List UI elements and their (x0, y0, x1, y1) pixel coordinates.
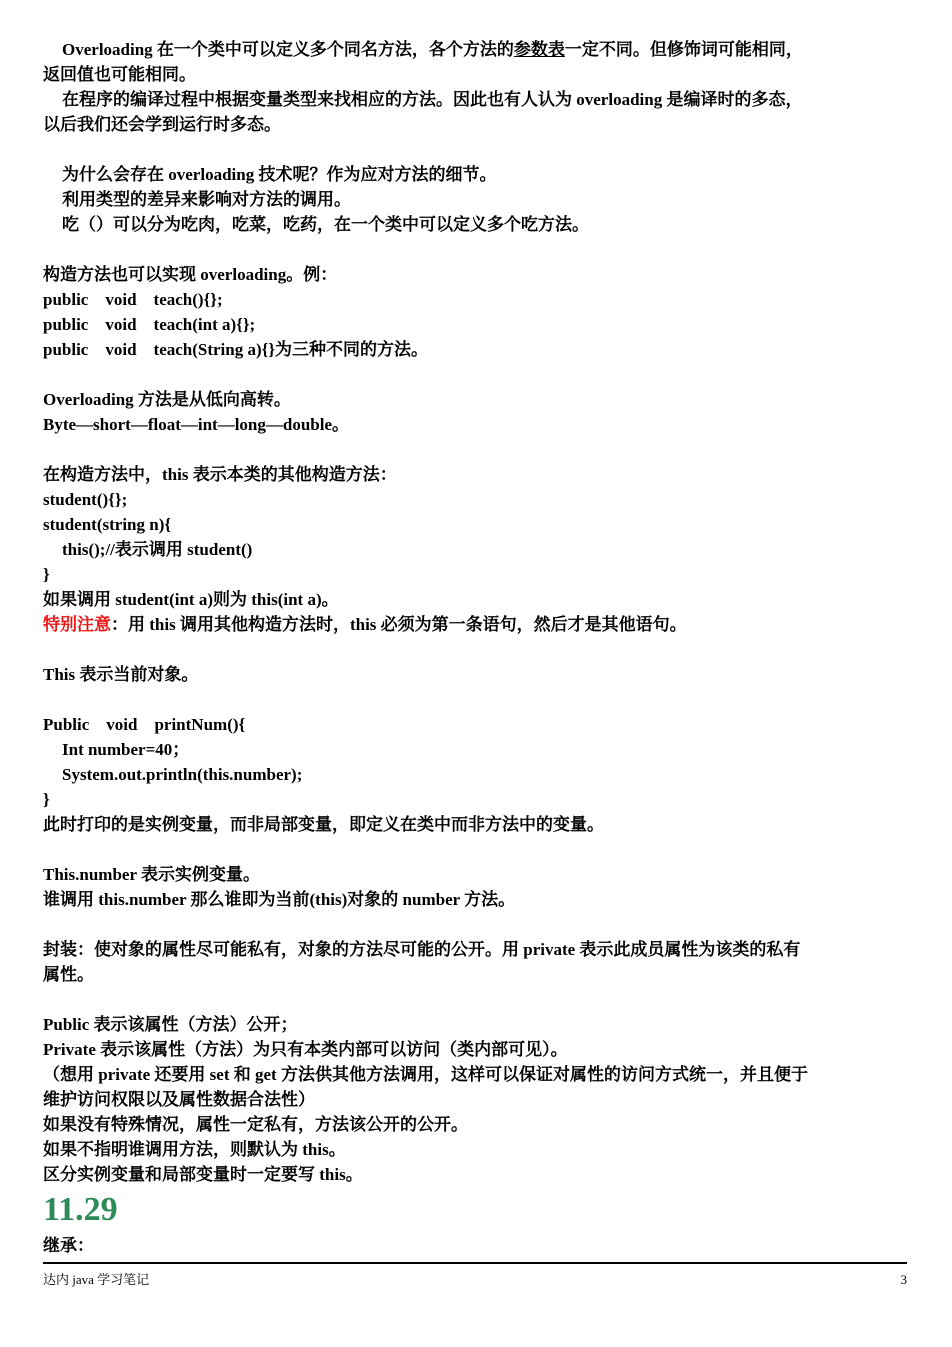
page-number: 3 (900, 1272, 907, 1287)
text-span: Overloading 在一个类中可以定义多个同名方法，各个方法的 (62, 40, 514, 59)
blank-line (43, 437, 911, 462)
paragraph-line: 封装：使对象的属性尽可能私有，对象的方法尽可能的公开。用 private 表示此成员属性为该类的私有 (43, 940, 801, 959)
paragraph-line: 在程序的编译过程中根据变量类型来找相应的方法。因此也有人认为 overloading 是编译时的多态， (62, 90, 803, 109)
code-line: this();//表示调用 student() (62, 540, 253, 559)
paragraph-line: 构造方法也可以实现 overloading。例： (43, 265, 338, 284)
code-line: } (43, 565, 50, 584)
paragraph-line: Private 表示该属性（方法）为只有本类内部可以访问（类内部可见）。 (43, 1040, 568, 1059)
footer-divider (43, 1262, 907, 1264)
paragraph-line: 如果不指明谁调用方法，则默认为 this。 (43, 1140, 346, 1159)
paragraph-line: 维护访问权限以及属性数据合法性） (43, 1090, 315, 1109)
footer-title: 达内 java 学习笔记 (43, 1272, 150, 1287)
code-line: student(string n){ (43, 515, 172, 534)
paragraph-line: 继承： (43, 1236, 94, 1255)
code-line: public void teach(){}; (43, 290, 223, 309)
code-line: public void teach(int a){}; (43, 315, 256, 334)
section-heading: 11.29 (43, 1191, 118, 1228)
underlined-term: 参数表 (513, 40, 565, 59)
paragraph-line: 此时打印的是实例变量，而非局部变量，即定义在类中而非方法中的变量。 (43, 815, 604, 834)
paragraph-line: This.number 表示实例变量。 (43, 865, 260, 884)
paragraph-line: Byte—short—float—int—long—double。 (43, 415, 350, 434)
code-line: student(){}; (43, 490, 128, 509)
paragraph-line: 属性。 (43, 965, 94, 984)
paragraph-line: 返回值也可能相同。 (43, 65, 196, 84)
paragraph-line: This 表示当前对象。 (43, 665, 199, 684)
code-line: } (43, 790, 50, 809)
paragraph-line: Overloading 方法是从低向高转。 (43, 390, 291, 409)
blank-line (43, 362, 911, 387)
code-line: Public void printNum(){ (43, 715, 246, 734)
code-line: System.out.println(this.number); (62, 765, 303, 784)
blank-line (43, 237, 911, 262)
blank-line (43, 137, 911, 162)
text-span: 一定不同。但修饰词可能相同， (564, 40, 803, 59)
paragraph-line: 以后我们还会学到运行时多态。 (43, 115, 281, 134)
code-line: public void teach(String a){}为三种不同的方法。 (43, 340, 429, 359)
note-label: 特别注意 (43, 615, 111, 634)
paragraph-line (43, 37, 911, 62)
paragraph-line: 区分实例变量和局部变量时一定要写 this。 (43, 1165, 363, 1184)
paragraph-line: 利用类型的差异来影响对方法的调用。 (62, 190, 351, 209)
paragraph-line: 吃（）可以分为吃肉，吃菜，吃药，在一个类中可以定义多个吃方法。 (62, 215, 589, 234)
document-body (43, 37, 911, 1258)
paragraph-line: 为什么会存在 overloading 技术呢？作为应对方法的细节。 (62, 165, 497, 184)
paragraph-line: 谁调用 this.number 那么谁即为当前(this)对象的 number 方法。 (43, 890, 516, 909)
blank-line (43, 637, 911, 662)
code-line: Int number=40； (62, 740, 190, 759)
paragraph-line: 在构造方法中，this 表示本类的其他构造方法： (43, 465, 397, 484)
note-line (43, 612, 911, 637)
note-text: ：用 this 调用其他构造方法时，this 必须为第一条语句，然后才是其他语句。 (111, 615, 687, 634)
blank-line (43, 837, 911, 862)
paragraph-line: （想用 private 还要用 set 和 get 方法供其他方法调用，这样可以保证对属性的访问方式统一，并且便于 (43, 1065, 808, 1084)
paragraph-line: 如果调用 student(int a)则为 this(int a)。 (43, 590, 339, 609)
blank-line (43, 687, 911, 712)
blank-line (43, 912, 911, 937)
paragraph-line: Public 表示该属性（方法）公开； (43, 1015, 298, 1034)
blank-line (43, 987, 911, 1012)
paragraph-line: 如果没有特殊情况，属性一定私有，方法该公开的公开。 (43, 1115, 468, 1134)
